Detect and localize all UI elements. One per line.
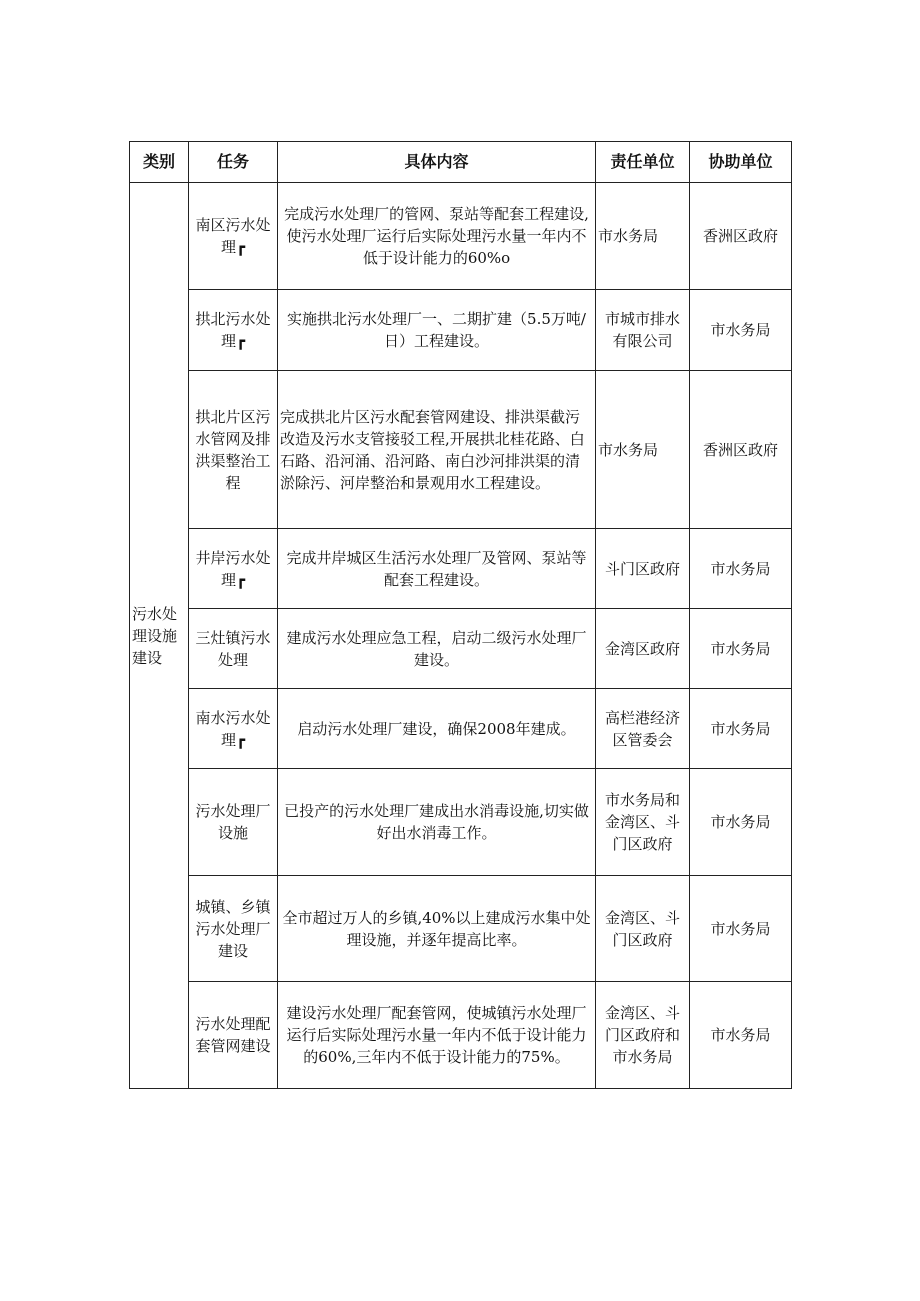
- header-assisting: 协助单位: [690, 142, 792, 183]
- responsible-cell: 市城市排水有限公司: [596, 290, 690, 371]
- task-cell: 拱北片区污水管网及排洪渠整治工程: [189, 371, 278, 529]
- content-cell: 已投产的污水处理厂建成出水消毒设施,切实做好出水消毒工作。: [278, 769, 596, 876]
- content-cell: 完成污水处理厂的管网、泵站等配套工程建设,使污水处理厂运行后实际处理污水量一年内不低于设计能力的60%o: [278, 183, 596, 290]
- content-cell: 全市超过万人的乡镇,40%以上建成污水集中处理设施，并逐年提高比率。: [278, 876, 596, 982]
- task-cell: 城镇、乡镇污水处理厂建设: [189, 876, 278, 982]
- table-row: [130, 183, 792, 290]
- header-responsible: 责任单位: [596, 142, 690, 183]
- task-cell: 南水污水处理┏: [189, 689, 278, 769]
- table-row: [130, 529, 792, 609]
- header-content: 具体内容: [278, 142, 596, 183]
- responsible-cell: 斗门区政府: [596, 529, 690, 609]
- assisting-cell: 市水务局: [690, 689, 792, 769]
- task-cell: 三灶镇污水处理: [189, 609, 278, 689]
- assisting-cell: 市水务局: [690, 876, 792, 982]
- assisting-cell: 市水务局: [690, 290, 792, 371]
- task-cell: 污水处理配套管网建设: [189, 982, 278, 1089]
- table-row: [130, 609, 792, 689]
- header-task: 任务: [189, 142, 278, 183]
- responsible-cell: 市水务局和金湾区、斗门区政府: [596, 769, 690, 876]
- content-cell: 启动污水处理厂建设，确保2008年建成。: [278, 689, 596, 769]
- assisting-cell: 市水务局: [690, 982, 792, 1089]
- responsible-cell: 市水务局: [596, 371, 690, 529]
- task-cell: 污水处理厂设施: [189, 769, 278, 876]
- responsible-cell: 金湾区、斗门区政府和市水务局: [596, 982, 690, 1089]
- content-cell: 完成井岸城区生活污水处理厂及管网、泵站等配套工程建设。: [278, 529, 596, 609]
- responsible-cell: 市水务局: [596, 183, 690, 290]
- assisting-cell: 市水务局: [690, 609, 792, 689]
- task-cell: 拱北污水处理┏: [189, 290, 278, 371]
- content-cell: 实施拱北污水处理厂一、二期扩建（5.5万吨/日）工程建设。: [278, 290, 596, 371]
- table-row: [130, 689, 792, 769]
- category-cell: 污水处理设施建设: [130, 183, 189, 1089]
- content-cell: 建设污水处理厂配套管网，使城镇污水处理厂运行后实际处理污水量一年内不低于设计能力的60%,三年内不低于设计能力的75%。: [278, 982, 596, 1089]
- assisting-cell: 香洲区政府: [690, 183, 792, 290]
- task-cell: 南区污水处理┏: [189, 183, 278, 290]
- header-category: 类别: [130, 142, 189, 183]
- assisting-cell: 香洲区政府: [690, 371, 792, 529]
- responsible-cell: 金湾区、斗门区政府: [596, 876, 690, 982]
- table-row: [130, 876, 792, 982]
- assisting-cell: 市水务局: [690, 529, 792, 609]
- table-row: [130, 371, 792, 529]
- content-cell: 完成拱北片区污水配套管网建设、排洪渠截污改造及污水支管接驳工程,开展拱北桂花路、白石路、沿河涌、沿河路、南白沙河排洪渠的清淤除污、河岸整治和景观用水工程建设。: [278, 371, 596, 529]
- header-row: [130, 142, 792, 183]
- assisting-cell: 市水务局: [690, 769, 792, 876]
- content-cell: 建成污水处理应急工程，启动二级污水处理厂建设。: [278, 609, 596, 689]
- table-row: [130, 982, 792, 1089]
- responsible-cell: 金湾区政府: [596, 609, 690, 689]
- responsible-cell: 高栏港经济区管委会: [596, 689, 690, 769]
- task-cell: 井岸污水处理┏: [189, 529, 278, 609]
- task-table: [129, 141, 792, 1089]
- table-row: [130, 290, 792, 371]
- table-row: [130, 769, 792, 876]
